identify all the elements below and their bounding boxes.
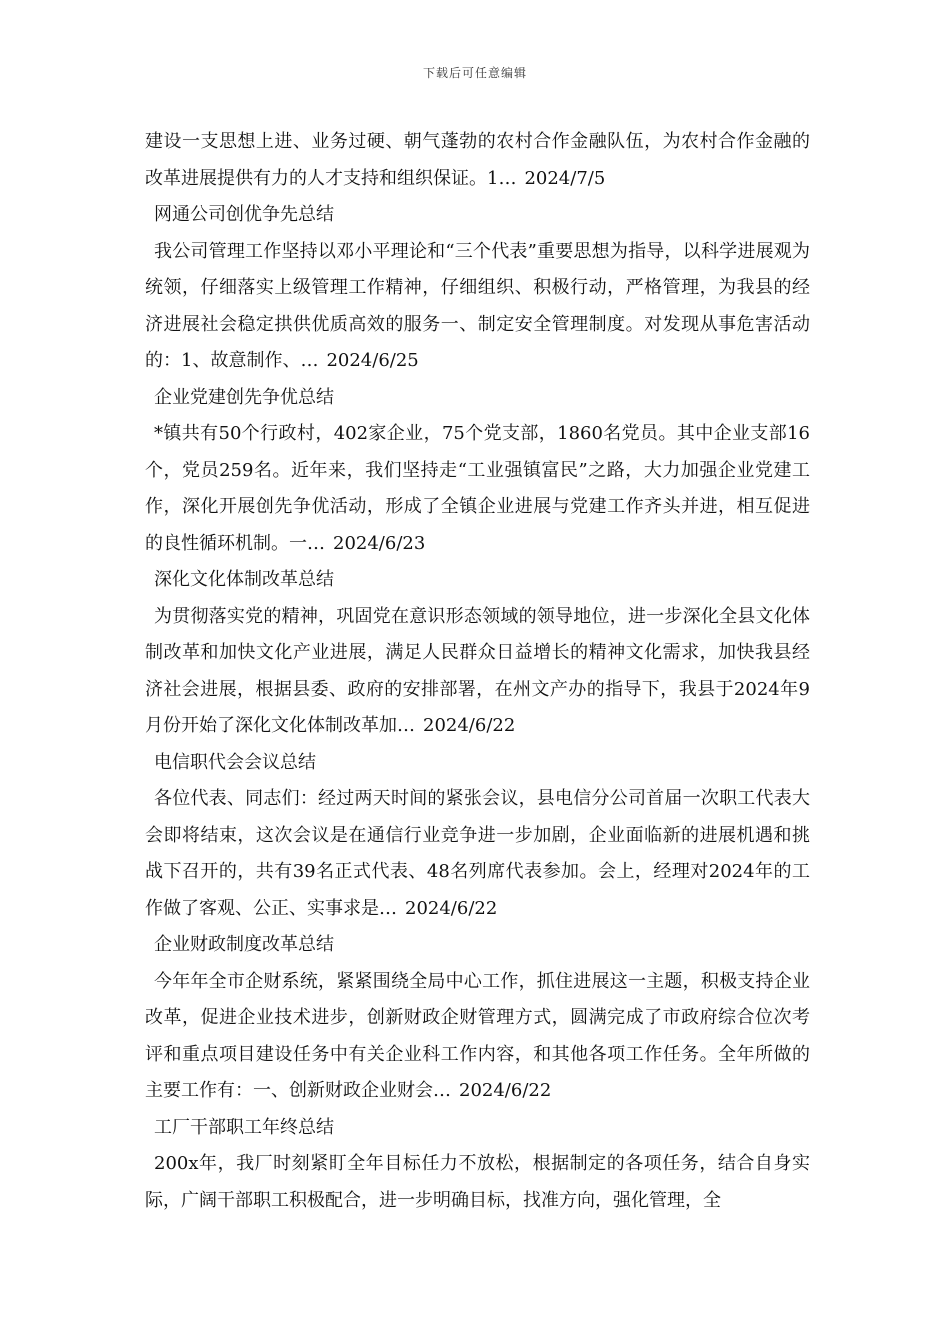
entry-date: 2024/6/22 <box>405 897 498 919</box>
intro-date: 2024/7/5 <box>524 167 606 189</box>
entry-title[interactable]: 深化文化体制改革总结 <box>154 569 334 590</box>
entry <box>145 380 810 563</box>
entry-title[interactable]: 网通公司创优争先总结 <box>154 204 334 225</box>
entry-summary-text: 各位代表、同志们：经过两天时间的紧张会议，县电信分公司首届一次职工代表大会即将结束，这次会议是在通信行业竞争进一步加剧，企业面临新的进展机遇和挑战下召开的，共有39名正式代表、48名列席代表参加。会上，经理对2024年的工作做了客观、公正、实事求是… <box>145 788 810 919</box>
intro-text: 建设一支思想上进、业务过硬、朝气蓬勃的农村合作金融队伍，为农村合作金融的改革进展提供有力的人才支持和组织保证。1… <box>145 131 810 189</box>
entry-summary <box>145 1146 810 1219</box>
entry-summary-text: 今年年全市企财系统，紧紧围绕全局中心工作，抓住进展这一主题，积极支持企业改革，促进企业技术进步，创新财政企财管理方式，圆满完成了市政府综合位次考评和重点项目建设任务中有关企业科工作内容，和其他各项工作任务。全年所做的主要工作有：一、创新财政企业财会… <box>145 970 810 1101</box>
entry <box>145 745 810 928</box>
entry-date: 2024/6/22 <box>423 715 516 736</box>
entry-summary-text: *镇共有50个行政村，402家企业，75个党支部，1860名党员。其中企业支部16个，党员259名。近年来，我们坚持走“工业强镇富民”之路，大力加强企业党建工作，深化开展创先争优活动，形成了全镇企业进展与党建工作齐头并进，相互促进的良性循环机制。一… <box>145 423 810 554</box>
entry-summary <box>145 781 810 927</box>
entry-summary-text: 为贯彻落实党的精神，巩固党在意识形态领域的领导地位，进一步深化全县文化体制改革和加快文化产业进展，满足人民群众日益增长的精神文化需求，加快我县经济社会进展，根据县委、政府的安排部署，在州文产办的指导下，我县于2024年9月份开始了深化文化体制改革加… <box>145 605 810 736</box>
entry-summary <box>145 964 810 1110</box>
entry-title[interactable]: 电信职代会会议总结 <box>154 751 316 773</box>
intro-paragraph <box>145 124 810 197</box>
entry-date: 2024/6/23 <box>333 532 426 554</box>
entry <box>145 197 810 380</box>
entry-title[interactable]: 企业财政制度改革总结 <box>154 934 334 955</box>
entry <box>145 927 810 1110</box>
entry-summary-text: 我公司管理工作坚持以邓小平理论和“三个代表”重要思想为指导，以科学进展观为统领，仔细落实上级管理工作精神，仔细组织、积极行动，严格管理，为我县的经济进展社会稳定拱供优质高效的服务一、制定安全管理制度。对发现从事危害活动的：1、故意制作、… <box>145 240 810 371</box>
page-header: 下载后可任意编辑 <box>422 66 527 80</box>
entry-date: 2024/6/25 <box>326 350 419 371</box>
entry-summary-text: 200x年，我厂时刻紧盯全年目标任力不放松，根据制定的各项任务，结合自身实际，广阔干部职工积极配合，进一步明确目标，找准方向，强化管理，全 <box>145 1153 810 1211</box>
entry-summary <box>145 416 810 562</box>
entry-summary <box>145 234 810 380</box>
entry <box>145 562 810 745</box>
entry-date: 2024/6/22 <box>459 1080 552 1101</box>
entry-title[interactable]: 工厂干部职工年终总结 <box>154 1116 334 1138</box>
entry-title[interactable]: 企业党建创先争优总结 <box>154 386 334 408</box>
entry <box>145 1110 810 1220</box>
entry-summary <box>145 599 810 745</box>
document-content <box>145 124 810 1219</box>
